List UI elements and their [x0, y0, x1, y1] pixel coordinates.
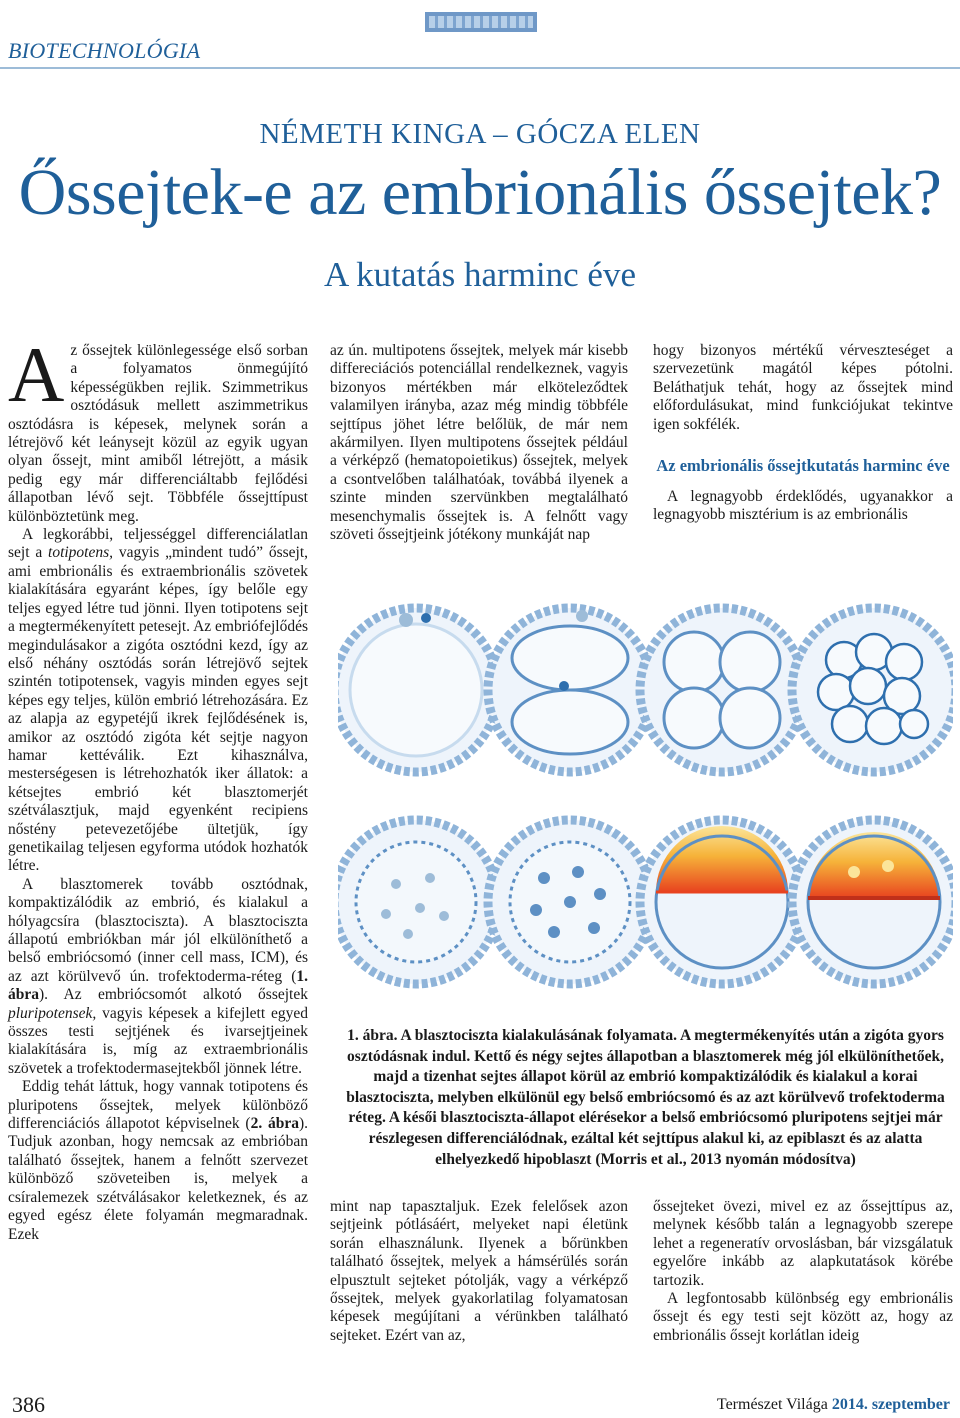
- paragraph-text: A legkorábbi, teljességgel differenciálatlan sejt a: [8, 526, 308, 562]
- magazine-footer: [717, 1396, 950, 1414]
- paragraph-blastomer: [8, 876, 308, 1078]
- paragraph-text: A blasztomerek tovább osztódnak, kompaktizálódik az embrió, és kialakul a hólyagcsíra (blasztociszta). A blasztociszta állapotú embriókban már jól elkülöníthető a belső embriócsomó (inner cell mass, ICM), és az azt körülvevő ún. trofektoderma-réteg (: [8, 875, 308, 985]
- article-authors: NÉMETH KINGA – GÓCZA ELEN: [259, 118, 701, 150]
- figure-reference: 2. ábra: [250, 1115, 299, 1133]
- paragraph-variety: hogy bizonyos mértékű vérveszteséget a szervezetünk magától képes pótolni. Beláthatjuk tehát, hogy az őssejtek mind előfordulásukat, mind funkciójukat tekintve igen sokfélék.: [653, 342, 953, 433]
- column-1: [8, 331, 309, 1244]
- drop-cap: A: [8, 331, 65, 418]
- paragraph-summary: [8, 1078, 308, 1244]
- article-subtitle: A kutatás harminc éve: [324, 255, 636, 294]
- paragraph-text: z őssejtek különlegessége első sorban a folyamatos önmegújító képességükben rejlik. Szimmetrikus osztódásuk mellett aszimmetrikus osztódásra is képesek, melynek során a létrejövő két leánysejt közül az egyik ugyan olyan őssejt, mint amiből létrejött, a másik pedig egy már differenciáltabb fejlődési állapotban lévő sejt. Többféle őssejttípust különböztetünk meg.: [8, 342, 308, 525]
- issue-date: 2014. szeptember: [831, 1396, 950, 1413]
- paragraph-text: vagyis képesek a kifejlett egyed összes testi sejtjének és ivarsejtjeinek kialakítására is, míg az extraembrionális szövetek a trofektodermasejtekből jönnek létre.: [8, 1004, 308, 1077]
- paragraph-text: vagyis „mindent tudó” őssejt, ami embrionális és extraembrionális szövetek kialakítására egyaránt képes, így belőle egy teljes egyed létre tud jönni. Ilyen totipotens sejt a megtermékenyített petesejt. Az embriófejlődés megindulásakor a zigóta osztódni kezd, így az első néhány osztódás során létrejövő sejtek szintén totipotensek, vagyis minden egyes sejt képes egy teljes, külön embrió létrehozására. Ez az alapja az egypetéjű ikrek fejlődésének is, amikor az osztódó zigóta két sejtje nagyon hamar kettéválik. Ezt kihasználva, mesterségesen is létrehozhatók iker állatok: a kétsejtes embrió két blasztomerjét szétválasztjuk, majd egyenként recipiens nőstény petevezetőjébe ültetjük, így genetikailag teljesen egyforma utódok hozhatók létre.: [8, 544, 309, 875]
- section-divider: [0, 67, 960, 69]
- article-title: Őssejtek-e az embrionális őssejtek?: [18, 156, 942, 229]
- term-pluripotensek: pluripotensek,: [8, 1004, 97, 1022]
- paragraph-text: ). Tudjuk azonban, hogy nemcsak az embrióban található őssejtek, hanem a felnőtt szervezet különböző szöveteiben is, melyek a csíralemezek szétválásakor keletkeznek, és az egyed egész élete folyamán megmaradnak. Ezek: [8, 1115, 309, 1243]
- paragraph-adult-stem: mint nap tapasztaljuk. Ezek felelősek azon sejtjeink pótlásáért, melyeket napi életünk során elhasználunk. Ilyenek a bőrünkben található őssejtek, melyek a hámsérülés során elpusztult sejteket pótolják, vagy a vérképző őssejtek, melyek gyakorlatilag folyamatosan képesek megújítani a vérünkben található sejteket. Ezért van az,: [330, 1198, 628, 1344]
- figure-reference: 1. ábra: [8, 967, 308, 1004]
- paragraph-text: Eddig tehát láttuk, hogy vannak totipotens és pluripotens őssejtek, melyek különböző differenciációs állapotot képviselnek (: [8, 1078, 308, 1133]
- sixteen-cell-stage: [792, 608, 953, 772]
- paragraph-intro: [8, 331, 308, 526]
- paragraph-text: ). Az embriócsomót alkotó őssejtek: [39, 986, 308, 1004]
- paragraph-difference: A legfontosabb különbség egy embrionális őssejt és egy testi sejt között az, hogy az embrionális őssejt korlátlan ideig: [653, 1290, 953, 1344]
- magazine-name: Természet Világa: [716, 1396, 828, 1413]
- section-subheading: Az embrionális őssejtkutatás harminc éve: [656, 456, 950, 476]
- column-2-top: [330, 342, 628, 544]
- header-logo: [425, 12, 537, 32]
- paragraph-totipotent: [8, 526, 308, 876]
- column-3-top: [653, 342, 953, 525]
- paragraph-embryonic: A legnagyobb érdeklődés, ugyanakkor a legnagyobb misztérium is az embrionális: [653, 488, 953, 524]
- column-3-bottom: [653, 1198, 953, 1345]
- figure-caption: 1. ábra. A blasztociszta kialakulásának folyamata. A megtermékenyítés után a zigóta gyors osztódásnak indul. Kettő és négy sejtes állapotban a blasztomerek még jól elkülöníthetőek, majd a tizenhat sejtes állapot körül az embrió kompaktizálódik és kialakul a korai blasztociszta, melyben elkülönül egy belső embriócsomó és az azt körülvevő trofektoderma réteg. A késői blasztociszta-állapot elérésekor a belső embriócsomó pluripotens sejtjei már részlegesen differenciálódnak, ezáltal két sejttípus alakul ki, az epiblaszt és az alatta elhelyezkedő hipoblaszt (Morris et al., 2013 nyomán módosítva): [346, 1027, 945, 1168]
- term-totipotens: totipotens,: [48, 544, 114, 562]
- four-cell-stage: [640, 608, 804, 772]
- section-label: BIOTECHNOLÓGIA: [8, 38, 201, 63]
- page-number: 386: [12, 1392, 45, 1417]
- compaction-stage: [338, 820, 498, 984]
- zygote-stage: [338, 608, 498, 772]
- blastocyst-figure: [338, 590, 953, 1005]
- paragraph-regenerative: őssejteket övezi, mivel ez az őssejttípus az, melynek később talán a legnagyobb szerepe lehet a regeneratív orvoslásban, bár vizsgálatuk egyelőre inkább az alapkutatások körébe tartozik.: [653, 1198, 953, 1289]
- two-cell-stage: [488, 608, 652, 772]
- morula-stage: [488, 820, 652, 984]
- column-2-bottom: [330, 1198, 628, 1345]
- late-blastocyst-stage: [792, 820, 953, 984]
- paragraph-multipotent: az ún. multipotens őssejtek, melyek már kisebb differeciációs potenciállal rendelkeznek, vagyis bizonyos mértékben már elköteleződtek valamilyen irányba, azaz még mindig többféle sejttípus jöhet létre belőlük, de már nem akármilyen. Ilyen multipotens őssejtek például a vérképző (hematopoietikus) őssejtek, melyek a csontvelőben találhatóak, továbbá ilyenek a szinte minden szervünkben megtalálható mesenchymalis őssejtek is. A felnőtt vagy szöveti őssejtjeink jótékony munkáját nap: [330, 342, 628, 544]
- early-blastocyst-stage: [640, 820, 804, 984]
